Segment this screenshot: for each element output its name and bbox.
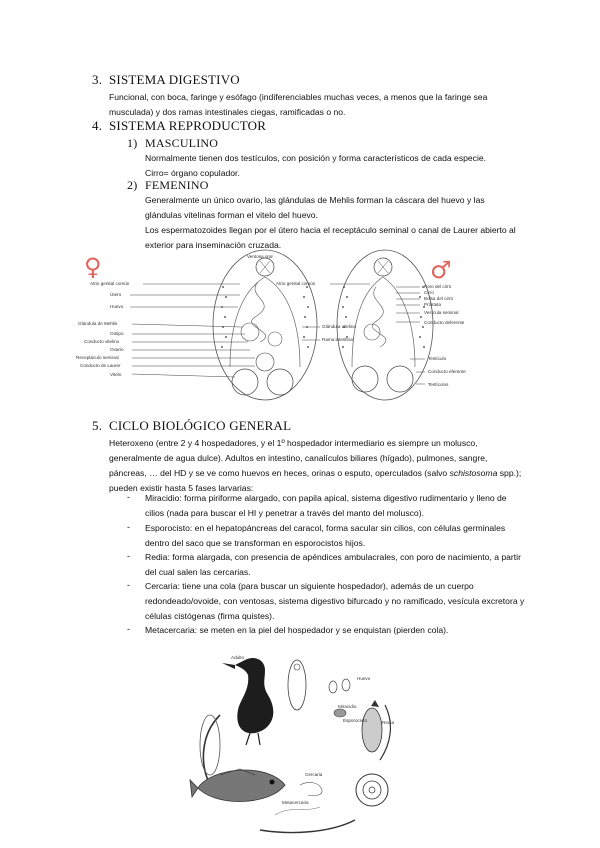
section4-title: SISTEMA REPRODUCTOR [109,118,267,133]
section4-number: 4. [92,118,103,133]
fig1-label-vitelo: Vitelo [110,372,122,377]
fig2-label-huevo: Huevo [357,676,371,681]
section5-number: 5. [92,418,103,433]
fig2-label-miracidio: Miracidio [338,704,357,709]
fig2-label-esporocisto: Esporocisto [343,718,368,723]
fig2-label-cercaria: Cercaria [305,772,323,777]
fig1-label-glandula-vitelina: Glándula vitelina [322,324,356,329]
male-number: 1) [127,136,138,150]
fig1-label-prostata: Próstata [424,302,442,307]
section3-number: 3. [92,72,103,87]
section5-title: CICLO BIOLÓGICO GENERAL [109,418,292,433]
fig2-label-adulto: Adulto [231,655,245,660]
male-line1: Normalmente tienen dos testículos, con posición y forma característicos de cada especie. [145,153,487,163]
fig1-label-testiculo: Testículo [428,356,447,361]
male-symbol-icon: ♂ [430,256,452,284]
fig1-label-conducto-eferente: Conducto eferente [428,369,466,374]
bullet-mark: - [127,492,130,502]
fig1-label-vesicula-seminal: Vesícula seminal [424,310,459,315]
fig1-label-mehlis: Glándula de Mehlis [78,321,118,326]
fig1-label-conducto-vitelino: Conducto vitelino [84,339,120,344]
female-title: FEMENINO [145,178,209,192]
fig2-label-redia: Redia [382,720,395,725]
female-number: 2) [127,178,138,192]
female-para1: Generalmente un único ovario, las glándulas de Mehlis forman la cáscara del huevo y las glándulas vitelinas forman el vitelo del huevo. [145,195,485,220]
fig1-label-bolsa-cirro: Bolsa del cirro [424,296,454,301]
fig1-label-huevo: Huevo [110,304,124,309]
section3-body: Funcional, con boca, faringe y esófago (indiferenciables muchas veces, a menos que la faringe sea musculada) y dos ramas intestinales ciegas, ramificadas o no. [109,92,488,117]
fig1-label-poro-cirro: Poro del cirro [424,284,452,289]
fig1-label-rama-intestinal: Rama intestinal [322,337,354,342]
fig1-label-ootipo: Ootipo [110,331,124,336]
bullet-redia: Redia: forma alargada, con presencia de apéndices ambulacrales, con poro de nacimiento, a partir del cual salen las cercarias. [145,552,521,577]
male-title: MASCULINO [145,136,219,150]
fig2-label-metacercaria: Metacercaria [282,800,309,805]
female-para2: Los espermatozoides llegan por el útero hacia el receptáculo seminal o canal de Laurer abierto al exterior para inseminación cruzada. [145,225,516,250]
fig1-label-conducto-deferente: Conducto deferente [424,320,465,325]
female-symbol-icon: ♀ [84,253,102,281]
fig1-label-ovario: Ovario [110,347,124,352]
male-line2: Cirro= órgano copulador. [145,168,240,178]
bullet-miracidio: Miracidio: forma piriforme alargado, con papila apical, sistema digestivo rudimentario y lleno de cilios (nada para buscar el HI y penetrar a través del manto del molusco). [145,493,507,518]
bullet-mark: - [127,624,130,634]
section5-intro: Heteroxeno (entre 2 y 4 hospedadores, y el 1º hospedador intermediario es siempre un molusco, generalmente de agua dulce). Adultos en intestino, canalículos biliares (hígado), pulmones, sangre, páncreas, … del HD y se ve como huevos en heces, orinas o esputo, operculados (salvo schistosoma spp.); pueden existir hasta 5 fases larvarias: [109,438,522,493]
bullet-metacercaria: Metacercaria: se meten en la piel del hospedador y se enquistan (pierden cola). [145,625,449,635]
bullet-mark: - [127,580,130,590]
fig1-label-atrio-genital-right: Atrio genital común [276,281,316,286]
bullet-esporocisto: Esporocisto: en el hepatopáncreas del caracol, forma sacular sin cilios, con células germinales dentro del saco que se transforman en esporocistos hijos. [145,523,506,548]
fig1-label-utero: Útero [110,292,122,297]
fig1-label-receptaculo: Receptáculo seminal [76,355,119,360]
fig1-label-atrio-genital: Atrio genital común [90,281,130,286]
fig1-label-ventosa-oral: Ventosa oral [247,254,273,259]
fig1-label-cirro: Cirro [424,290,434,295]
bullet-mark: - [127,551,130,561]
life-cycle-figure [180,645,420,845]
section3-title: SISTEMA DIGESTIVO [109,72,240,87]
bullet-cercaria: Cercaria: tiene una cola (para buscar un siguiente hospedador), además de un cuerpo redondeado/ovoide, con ventosas, sistema digestivo bifurcado y no ramificado, vesícula excretora y células cistógenas (firma quistes). [145,581,525,621]
fig1-label-laurer: Conducto de Laurer [80,363,121,368]
bullet-mark: - [127,522,130,532]
fig1-label-testiculos: Testículos [428,382,449,387]
